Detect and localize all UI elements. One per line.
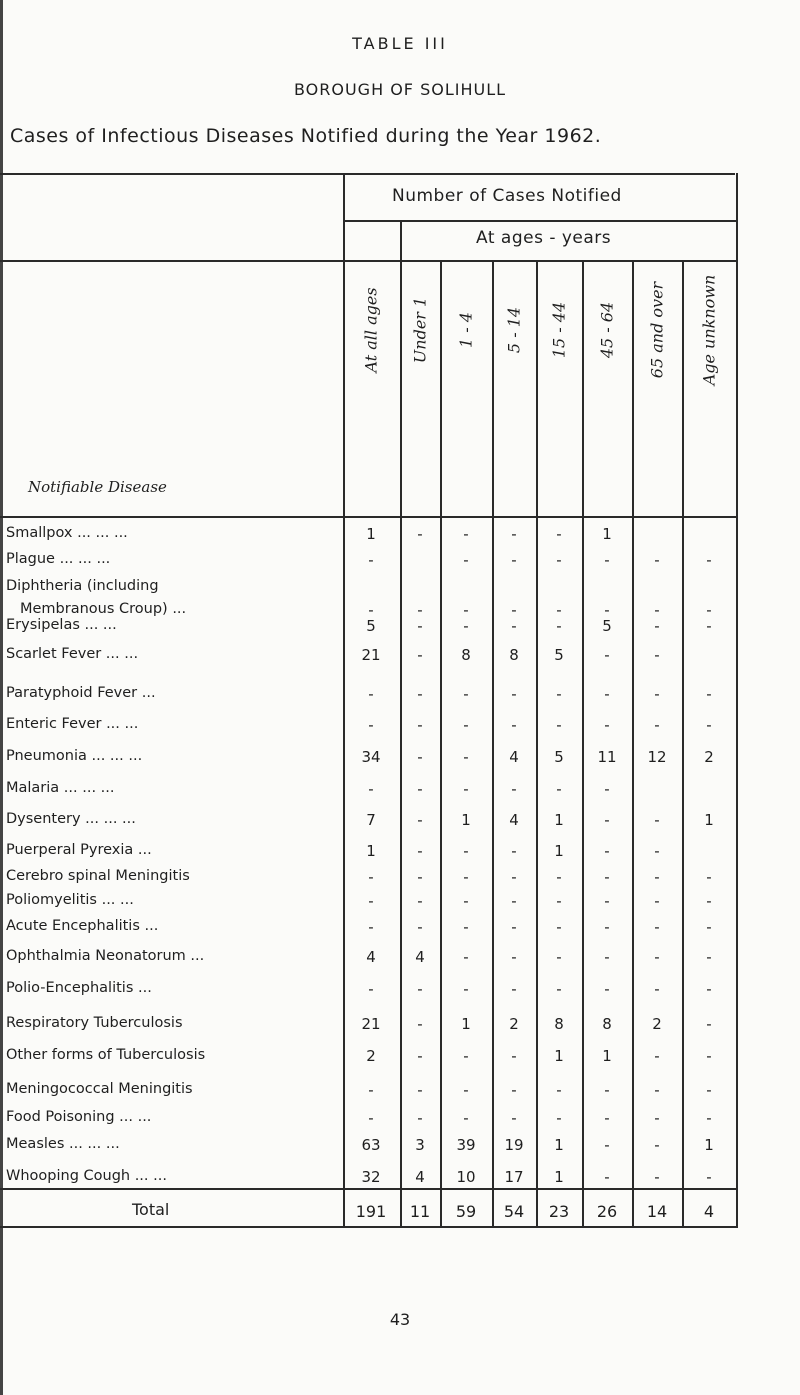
- case-count-cell: -: [463, 892, 469, 910]
- case-count-cell: 8: [602, 1015, 612, 1033]
- case-count-cell: 2: [509, 1015, 519, 1033]
- disease-label: Measles ... ... ...: [6, 1136, 120, 1152]
- case-count-cell: -: [417, 1109, 423, 1127]
- case-count-cell: -: [511, 525, 517, 543]
- disease-label: Pneumonia ... ... ...: [6, 748, 143, 764]
- case-count-cell: -: [706, 980, 712, 998]
- table-row: [0, 1076, 800, 1106]
- table-row: [0, 1163, 800, 1193]
- case-count-cell: -: [604, 1109, 610, 1127]
- case-count-cell: 1: [554, 811, 564, 829]
- disease-label: Enteric Fever ... ...: [6, 716, 139, 732]
- case-count-cell: -: [417, 716, 423, 734]
- case-count-cell: 2: [704, 748, 714, 766]
- case-count-cell: 1: [461, 811, 471, 829]
- case-count-cell: -: [654, 1168, 660, 1186]
- case-count-cell: -: [604, 980, 610, 998]
- case-count-cell: -: [604, 1081, 610, 1099]
- disease-label: Food Poisoning ... ...: [6, 1109, 152, 1125]
- col-header-65-over: 65 and over: [647, 281, 667, 379]
- disease-label: Membranous Croup) ...: [20, 601, 187, 617]
- case-count-cell: -: [556, 980, 562, 998]
- case-count-cell: -: [368, 601, 374, 619]
- case-count-cell: -: [654, 842, 660, 860]
- table-row: [0, 1131, 800, 1161]
- rule-header-bottom: [0, 516, 738, 518]
- case-count-cell: -: [604, 948, 610, 966]
- case-count-cell: -: [706, 918, 712, 936]
- rule-top: [0, 173, 735, 175]
- table-caption: Cases of Infectious Diseases Notified during the Year 1962.: [10, 125, 602, 147]
- borough-subtitle: BOROUGH OF SOLIHULL: [293, 80, 507, 99]
- case-count-cell: -: [368, 918, 374, 936]
- case-count-cell: -: [654, 918, 660, 936]
- case-count-cell: -: [368, 780, 374, 798]
- case-count-cell: 12: [647, 748, 667, 766]
- case-count-cell: 19: [504, 1136, 524, 1154]
- case-count-cell: -: [463, 780, 469, 798]
- disease-label: Other forms of Tuberculosis: [6, 1047, 206, 1063]
- table-row: [0, 680, 800, 710]
- disease-label: Acute Encephalitis ...: [6, 918, 159, 934]
- col-header-all-ages: At all ages: [361, 287, 381, 373]
- case-count-cell: -: [417, 892, 423, 910]
- case-count-cell: -: [417, 617, 423, 635]
- table-row: [0, 546, 800, 576]
- disease-label: Plague ... ... ...: [6, 551, 111, 567]
- case-count-cell: 8: [461, 646, 471, 664]
- case-count-cell: 5: [602, 617, 612, 635]
- case-count-cell: -: [511, 1109, 517, 1127]
- disease-label: Ophthalmia Neonatorum ...: [6, 948, 205, 964]
- case-count-cell: 32: [361, 1168, 381, 1186]
- case-count-cell: 2: [366, 1047, 376, 1065]
- case-count-cell: -: [511, 842, 517, 860]
- case-count-cell: -: [417, 1081, 423, 1099]
- case-count-cell: 5: [366, 617, 376, 635]
- case-count-cell: 63: [361, 1136, 381, 1154]
- table-row: [0, 641, 800, 671]
- case-count-cell: -: [654, 601, 660, 619]
- case-count-cell: 1: [366, 842, 376, 860]
- case-count-cell: -: [511, 892, 517, 910]
- case-count-cell: -: [654, 617, 660, 635]
- case-count-cell: 7: [366, 811, 376, 829]
- case-count-cell: -: [654, 685, 660, 703]
- table-row: [0, 913, 800, 943]
- rule-age-group: [0, 260, 738, 262]
- case-count-cell: -: [417, 525, 423, 543]
- disease-label: Meningococcal Meningitis: [6, 1081, 193, 1097]
- case-count-cell: 5: [554, 748, 564, 766]
- case-count-cell: -: [511, 716, 517, 734]
- total-cell: 54: [503, 1202, 525, 1221]
- case-count-cell: -: [604, 685, 610, 703]
- case-count-cell: -: [417, 685, 423, 703]
- case-count-cell: -: [556, 601, 562, 619]
- case-count-cell: -: [463, 1081, 469, 1099]
- case-count-cell: -: [556, 685, 562, 703]
- case-count-cell: -: [654, 980, 660, 998]
- case-count-cell: -: [463, 551, 469, 569]
- case-count-cell: -: [706, 601, 712, 619]
- case-count-cell: -: [463, 1047, 469, 1065]
- case-count-cell: -: [706, 1109, 712, 1127]
- case-count-cell: -: [368, 980, 374, 998]
- case-count-cell: -: [556, 617, 562, 635]
- case-count-cell: -: [654, 551, 660, 569]
- case-count-cell: -: [604, 918, 610, 936]
- table-row: [0, 943, 800, 973]
- case-count-cell: -: [368, 551, 374, 569]
- case-count-cell: -: [556, 551, 562, 569]
- case-count-cell: 17: [504, 1168, 524, 1186]
- total-label: Total: [132, 1200, 170, 1219]
- case-count-cell: -: [368, 892, 374, 910]
- case-count-cell: -: [604, 646, 610, 664]
- disease-label: Diphtheria (including: [6, 578, 159, 594]
- case-count-cell: -: [511, 617, 517, 635]
- table-row: [0, 1104, 800, 1134]
- case-count-cell: 2: [652, 1015, 662, 1033]
- case-count-cell: -: [463, 601, 469, 619]
- case-count-cell: -: [417, 918, 423, 936]
- case-count-cell: -: [511, 601, 517, 619]
- case-count-cell: -: [368, 716, 374, 734]
- case-count-cell: -: [604, 780, 610, 798]
- case-count-cell: -: [417, 646, 423, 664]
- case-count-cell: 8: [554, 1015, 564, 1033]
- disease-column-header: Notifiable Disease: [28, 478, 167, 496]
- case-count-cell: -: [654, 948, 660, 966]
- case-count-cell: -: [368, 685, 374, 703]
- case-count-cell: -: [706, 716, 712, 734]
- total-cell: 11: [409, 1202, 431, 1221]
- case-count-cell: -: [368, 1109, 374, 1127]
- disease-label: Scarlet Fever ... ...: [6, 646, 139, 662]
- case-count-cell: -: [417, 601, 423, 619]
- total-cell: 191: [355, 1202, 387, 1221]
- case-count-cell: 3: [415, 1136, 425, 1154]
- case-count-cell: -: [368, 1081, 374, 1099]
- case-count-cell: -: [654, 892, 660, 910]
- case-count-cell: -: [654, 646, 660, 664]
- case-count-cell: 1: [554, 1136, 564, 1154]
- case-count-cell: -: [706, 868, 712, 886]
- case-count-cell: -: [368, 868, 374, 886]
- case-count-cell: -: [556, 780, 562, 798]
- table-row: [0, 1042, 800, 1072]
- total-cell: 59: [455, 1202, 477, 1221]
- case-count-cell: -: [706, 617, 712, 635]
- case-count-cell: -: [417, 868, 423, 886]
- disease-label: Smallpox ... ... ...: [6, 525, 128, 541]
- col-header-1-4: 1 - 4: [456, 312, 476, 348]
- case-count-cell: -: [654, 1047, 660, 1065]
- page-number: 43: [389, 1310, 411, 1329]
- case-count-cell: -: [604, 811, 610, 829]
- case-count-cell: -: [706, 1015, 712, 1033]
- rule-total-bottom: [0, 1226, 738, 1228]
- case-count-cell: 34: [361, 748, 381, 766]
- table-row: [0, 743, 800, 773]
- case-count-cell: -: [417, 842, 423, 860]
- disease-label: Whooping Cough ... ...: [6, 1168, 167, 1184]
- table-row: [0, 1010, 800, 1040]
- case-count-cell: 4: [509, 811, 519, 829]
- case-count-cell: -: [604, 892, 610, 910]
- case-count-cell: -: [463, 685, 469, 703]
- case-count-cell: -: [706, 892, 712, 910]
- case-count-cell: -: [654, 1109, 660, 1127]
- case-count-cell: -: [556, 1109, 562, 1127]
- case-count-cell: -: [556, 918, 562, 936]
- disease-label: Polio-Encephalitis ...: [6, 980, 152, 996]
- case-count-cell: 4: [509, 748, 519, 766]
- case-count-cell: -: [463, 525, 469, 543]
- col-header-age-unknown: Age unknown: [699, 274, 719, 386]
- case-count-cell: -: [706, 1047, 712, 1065]
- table-title: TABLE III: [352, 34, 448, 53]
- case-count-cell: -: [511, 918, 517, 936]
- total-cell: 26: [596, 1202, 618, 1221]
- case-count-cell: -: [706, 551, 712, 569]
- case-count-cell: -: [417, 748, 423, 766]
- case-count-cell: -: [706, 685, 712, 703]
- case-count-cell: 1: [554, 842, 564, 860]
- case-count-cell: -: [604, 551, 610, 569]
- col-header-45-64: 45 - 64: [597, 301, 617, 359]
- case-count-cell: 1: [602, 1047, 612, 1065]
- number-of-cases-header: Number of Cases Notified: [392, 186, 622, 206]
- table-row: [0, 612, 800, 642]
- case-count-cell: -: [604, 842, 610, 860]
- case-count-cell: -: [556, 1081, 562, 1099]
- case-count-cell: 1: [602, 525, 612, 543]
- case-count-cell: 4: [415, 948, 425, 966]
- case-count-cell: -: [511, 1081, 517, 1099]
- case-count-cell: 1: [704, 1136, 714, 1154]
- case-count-cell: -: [654, 1136, 660, 1154]
- disease-label: Dysentery ... ... ...: [6, 811, 136, 827]
- case-count-cell: -: [463, 1109, 469, 1127]
- case-count-cell: -: [417, 1047, 423, 1065]
- case-count-cell: 1: [704, 811, 714, 829]
- case-count-cell: 4: [366, 948, 376, 966]
- disease-label: Puerperal Pyrexia ...: [6, 842, 152, 858]
- disease-label: Cerebro spinal Meningitis: [6, 868, 190, 884]
- case-count-cell: 11: [597, 748, 617, 766]
- case-count-cell: -: [654, 716, 660, 734]
- case-count-cell: -: [463, 948, 469, 966]
- table-row: [0, 775, 800, 805]
- case-count-cell: -: [556, 948, 562, 966]
- case-count-cell: -: [511, 551, 517, 569]
- case-count-cell: 10: [456, 1168, 476, 1186]
- case-count-cell: -: [511, 948, 517, 966]
- col-header-5-14: 5 - 14: [504, 306, 524, 354]
- case-count-cell: -: [706, 1168, 712, 1186]
- case-count-cell: 21: [361, 1015, 381, 1033]
- case-count-cell: -: [463, 842, 469, 860]
- case-count-cell: 1: [461, 1015, 471, 1033]
- case-count-cell: -: [706, 1081, 712, 1099]
- case-count-cell: -: [706, 948, 712, 966]
- col-header-under-1: Under 1: [410, 296, 430, 364]
- total-cell: 23: [548, 1202, 570, 1221]
- at-ages-header: At ages - years: [476, 228, 612, 248]
- case-count-cell: -: [511, 868, 517, 886]
- case-count-cell: -: [604, 1136, 610, 1154]
- case-count-cell: -: [511, 780, 517, 798]
- case-count-cell: -: [463, 868, 469, 886]
- case-count-cell: -: [556, 716, 562, 734]
- table-row: [0, 975, 800, 1005]
- disease-label: Malaria ... ... ...: [6, 780, 115, 796]
- case-count-cell: -: [417, 980, 423, 998]
- total-cell: 4: [703, 1202, 715, 1221]
- case-count-cell: 5: [554, 646, 564, 664]
- case-count-cell: -: [463, 748, 469, 766]
- case-count-cell: -: [463, 980, 469, 998]
- case-count-cell: -: [604, 1168, 610, 1186]
- disease-label: Paratyphoid Fever ...: [6, 685, 156, 701]
- disease-label: Erysipelas ... ...: [6, 617, 117, 633]
- case-count-cell: 4: [415, 1168, 425, 1186]
- case-count-cell: 21: [361, 646, 381, 664]
- case-count-cell: -: [604, 716, 610, 734]
- case-count-cell: 1: [554, 1047, 564, 1065]
- table-row: [0, 806, 800, 836]
- case-count-cell: -: [417, 780, 423, 798]
- case-count-cell: -: [511, 685, 517, 703]
- case-count-cell: -: [556, 525, 562, 543]
- rule-number-group: [343, 220, 738, 222]
- case-count-cell: -: [511, 980, 517, 998]
- case-count-cell: -: [604, 868, 610, 886]
- case-count-cell: -: [556, 868, 562, 886]
- disease-label: Respiratory Tuberculosis: [6, 1015, 183, 1031]
- case-count-cell: -: [654, 811, 660, 829]
- col-header-15-44: 15 - 44: [549, 301, 569, 359]
- case-count-cell: -: [463, 918, 469, 936]
- table-row: [0, 711, 800, 741]
- case-count-cell: -: [463, 617, 469, 635]
- case-count-cell: -: [604, 601, 610, 619]
- case-count-cell: 1: [366, 525, 376, 543]
- case-count-cell: -: [417, 811, 423, 829]
- case-count-cell: 8: [509, 646, 519, 664]
- case-count-cell: -: [417, 1015, 423, 1033]
- total-cell: 14: [646, 1202, 668, 1221]
- case-count-cell: 1: [554, 1168, 564, 1186]
- case-count-cell: -: [463, 716, 469, 734]
- case-count-cell: 39: [456, 1136, 476, 1154]
- case-count-cell: -: [654, 868, 660, 886]
- case-count-cell: -: [556, 892, 562, 910]
- disease-label: Poliomyelitis ... ...: [6, 892, 134, 908]
- case-count-cell: -: [654, 1081, 660, 1099]
- case-count-cell: -: [511, 1047, 517, 1065]
